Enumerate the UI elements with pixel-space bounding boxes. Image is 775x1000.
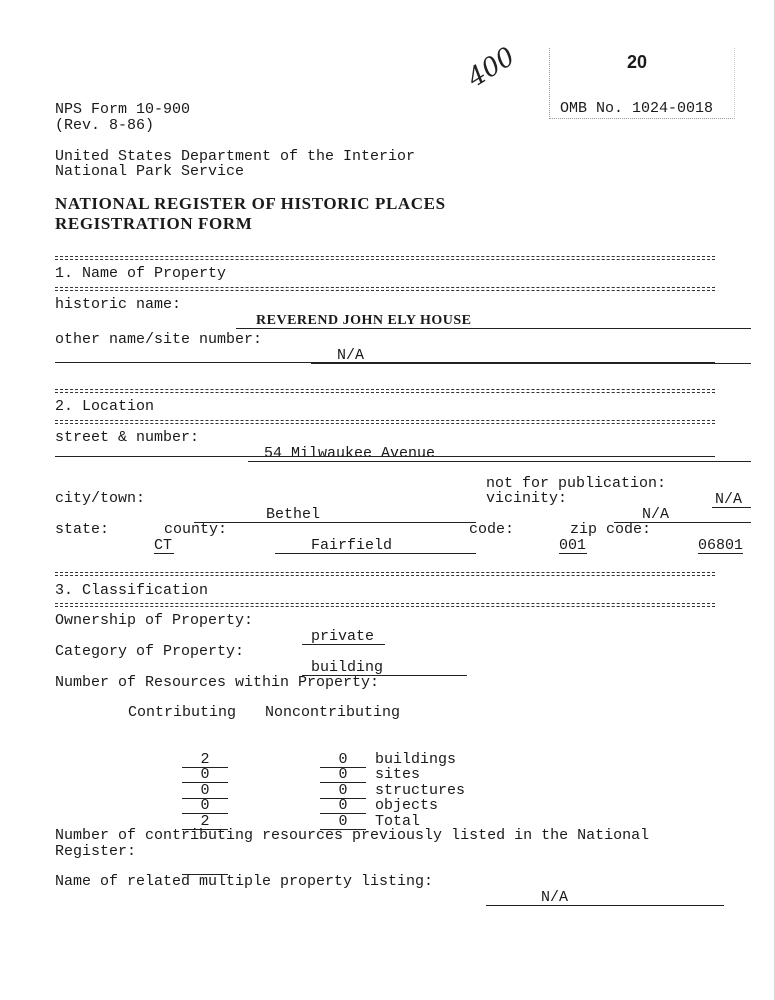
resource-contributing: 0: [182, 799, 228, 814]
omb-number: OMB No. 1024-0018: [560, 100, 714, 117]
noncontributing-header: Noncontributing: [265, 704, 401, 721]
zip-field: [662, 522, 743, 570]
resource-contributing: 2: [182, 753, 228, 768]
section-separator: [55, 256, 715, 257]
resource-noncontributing: 0: [320, 768, 366, 783]
resource-type: sites: [375, 766, 421, 783]
resources-label: Number of Resources within Property:: [55, 674, 380, 691]
resource-noncontributing: 0: [320, 799, 366, 814]
resource-type: structures: [375, 782, 466, 799]
vicinity-label: vicinity:: [486, 490, 568, 507]
form-title-line1: NATIONAL REGISTER OF HISTORIC PLACES: [55, 194, 446, 213]
county-value: Fairfield: [275, 539, 476, 554]
state-label: state:: [55, 521, 110, 538]
section1-heading: 1. Name of Property: [55, 265, 227, 282]
resource-type: Total: [375, 813, 421, 830]
historic-name-value: REVEREND JOHN ELY HOUSE: [236, 314, 751, 329]
resource-noncontributing: 0: [320, 753, 366, 768]
resource-contributing: 0: [182, 768, 228, 783]
other-name-field: [275, 332, 751, 380]
resource-noncontributing: 0: [320, 784, 366, 799]
county-label: county:: [164, 521, 228, 538]
handwritten-note: 400: [462, 41, 521, 94]
ownership-label: Ownership of Property:: [55, 612, 254, 629]
section-separator: [55, 389, 715, 390]
other-name-label: other name/site number:: [55, 331, 263, 348]
form-number: NPS Form 10-900: [55, 101, 191, 118]
form-revision: (Rev. 8-86): [55, 117, 155, 134]
resource-type: buildings: [375, 751, 457, 768]
blank-line: [55, 362, 715, 363]
section-separator: [55, 572, 715, 573]
ownership-value: private: [302, 630, 385, 645]
code-label: code:: [469, 521, 515, 538]
department-name: United States Department of the Interior: [55, 148, 416, 165]
street-value: 54 Milwaukee Avenue: [248, 447, 751, 462]
form-title-line2: REGISTRATION FORM: [55, 214, 253, 233]
other-name-value: N/A: [311, 349, 751, 364]
vicinity-value: N/A: [614, 508, 751, 523]
city-label: city/town:: [55, 490, 146, 507]
resource-type: objects: [375, 797, 439, 814]
category-label: Category of Property:: [55, 643, 245, 660]
section-separator: [55, 603, 715, 604]
previously-listed-line2: Register:: [55, 843, 137, 860]
code-value: 001: [559, 537, 587, 554]
section3-heading: 3. Classification: [55, 582, 209, 599]
zip-value: 06801: [698, 537, 744, 554]
historic-name-label: historic name:: [55, 296, 182, 313]
not-for-publication-label: not for publication:: [486, 475, 667, 492]
city-value: Bethel: [194, 508, 476, 523]
resource-contributing: 0: [182, 784, 228, 799]
stamp-number: 20: [627, 52, 648, 72]
multiple-listing-label: Name of related multiple property listing:: [55, 873, 434, 890]
state-value: CT: [154, 537, 173, 554]
section2-heading: 2. Location: [55, 398, 155, 415]
not-for-publication-value: N/A: [712, 493, 751, 508]
resource-contributing: 2: [182, 815, 228, 830]
multiple-listing-field: [450, 874, 724, 922]
zip-label: zip code:: [570, 521, 652, 538]
previously-listed-line1: Number of contributing resources previously listed in the National: [55, 827, 650, 844]
section-separator: [55, 287, 715, 288]
service-name: National Park Service: [55, 163, 245, 180]
blank-line: [55, 456, 715, 457]
multiple-listing-value: N/A: [486, 891, 724, 906]
resource-noncontributing: 0: [320, 815, 366, 830]
street-field: [212, 430, 751, 478]
street-label: street & number:: [55, 429, 200, 446]
section-separator: [55, 420, 715, 421]
county-field: [239, 522, 476, 570]
category-value: building: [302, 661, 467, 676]
contributing-header: Contributing: [128, 704, 237, 721]
